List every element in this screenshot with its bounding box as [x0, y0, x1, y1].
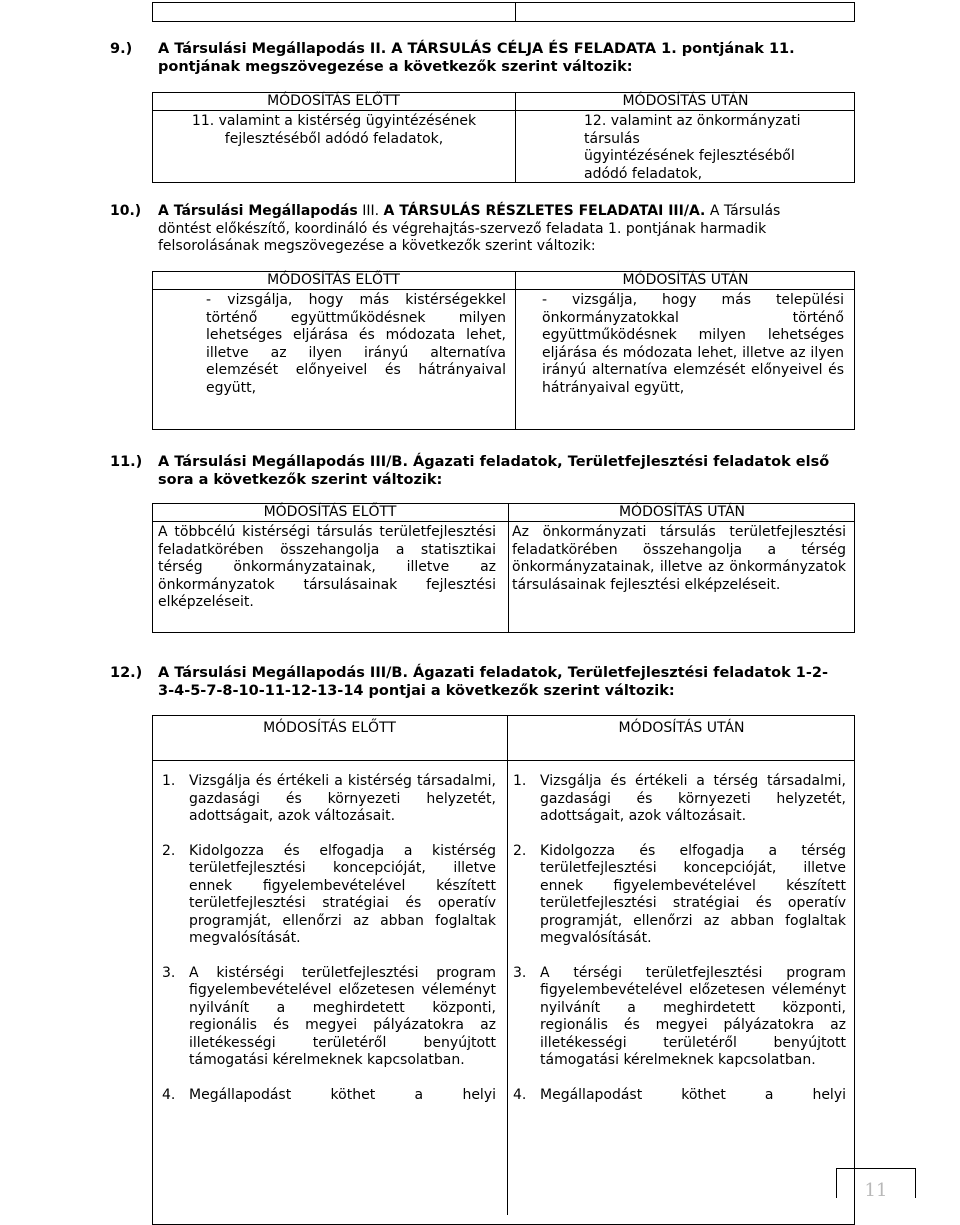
section-12-header-line — [152, 760, 855, 761]
section-10-table-divider — [515, 271, 516, 430]
s9-after-header: MÓDOSÍTÁS UTÁN — [622, 93, 749, 109]
list-item: 2. Kidolgozza és elfogadja a térség területfejlesztési koncepcióját, illetve ennek figyelembevételével készített területfejlesztési stratégiai és operatív programját, ellenőrzi az abban foglaltak megvalósítását. — [513, 842, 846, 946]
s10-after-header: MÓDOSÍTÁS UTÁN — [622, 272, 749, 288]
s12-before-header: MÓDOSÍTÁS ELŐTT — [263, 720, 396, 736]
s11-after-text: Az önkormányzati társulás területfejlesztési feladatkörében összehangolja a térség önkormányzatainak, illetve az önkormányzatok társulásainak fejlesztési elképzeléseit. — [512, 524, 846, 593]
list-item: 4. Megállapodást köthet a helyi — [162, 1086, 496, 1103]
section-9-title: 9.) A Társulási Megállapodás II. A TÁRSULÁS CÉLJA ÉS FELADATA 1. pontjának 11. pontjának megszövegezése a következők szerint változik: — [110, 41, 795, 75]
s11-before-header: MÓDOSÍTÁS ELŐTT — [263, 504, 397, 520]
s10-before-text: - vizsgálja, hogy más kistérségekkel történő együttműködésnek milyen lehetséges eljárása és módozata lehet, illetve az ilyen irányú alternatíva elemzését előnyeivel és hátrányaival együtt, — [206, 292, 506, 396]
s10-after-text: - vizsgálja, hogy más települési önkormányzatokkal történő együttműködésnek milyen lehetséges eljárása és módozata lehet, illetve az ilyen irányú alternatíva elemzését előnyeivel és hátrányaival együtt, — [542, 292, 844, 396]
section-11-title: 11.) A Társulási Megállapodás III/B. Ágazati feladatok, Területfejlesztési feladatok első sora a következők szerint változik: — [110, 454, 830, 488]
list-item: 3. A kistérségi területfejlesztési program figyelembevételével előzetesen véleményt nyilvánít a meghirdetett központi, regionális és megyei pályázatokra az illetékességi területéről benyújtott támogatási kérelmeknek kapcsolatban. — [162, 964, 496, 1068]
top-table-remnant — [152, 2, 855, 22]
s12-before-list — [162, 773, 496, 1104]
s9-after-text: 12. valamint az önkormányzati társulás ügyintézésének fejlesztéséből adódó feladatok, — [584, 113, 801, 182]
section-12-title: 12.) A Társulási Megállapodás III/B. Ágazati feladatok, Területfejlesztési feladatok 1-2- 3-4-5-7-8-10-11-12-13-14 pontjai a következők szerint változik: — [110, 665, 828, 699]
s12-after-list — [513, 773, 846, 1104]
s9-before-header: MÓDOSÍTÁS ELŐTT — [267, 93, 400, 109]
top-table-divider — [515, 2, 516, 22]
list-item: 3. A térségi területfejlesztési program figyelembevételével előzetesen véleményt nyilvánít a meghirdetett központi, regionális és megyei pályázatokra az illetékességi területéről benyújtott támogatási kérelmeknek kapcsolatban. — [513, 964, 846, 1068]
list-item: 1. Vizsgálja és értékeli a térség társadalmi, gazdasági és környezeti helyzetét, adottságait, azok változásait. — [513, 773, 846, 824]
s11-after-header: MÓDOSÍTÁS UTÁN — [618, 504, 746, 520]
s10-before-header: MÓDOSÍTÁS ELŐTT — [267, 272, 400, 288]
list-item: 4. Megállapodást köthet a helyi — [513, 1086, 846, 1103]
list-item: 2. Kidolgozza és elfogadja a kistérség területfejlesztési koncepcióját, illetve ennek figyelembevételével készített területfejlesztési stratégiai és operatív programját, ellenőrzi az abban foglaltak megvalósítását. — [162, 842, 496, 946]
section-10-title: 10.) A Társulási Megállapodás III. A TÁRSULÁS RÉSZLETES FELADATAI III/A. A Társulás döntést előkészítő, koordináló és végrehajtás-szervező feladata 1. pontjának harmadik felsorolásának megszövegezése a következők szerint változik: — [110, 203, 781, 254]
s12-after-header: MÓDOSÍTÁS UTÁN — [618, 720, 745, 736]
section-12-table-divider — [507, 715, 508, 1215]
section-11-table-divider — [508, 503, 509, 633]
s11-before-text: A többcélú kistérségi társulás területfejlesztési feladatkörében összehangolja a statisztikai térség önkormányzatainak, illetve az önkormányzatok társulásainak fejlesztési elképzeléseit. — [158, 524, 496, 610]
list-item: 1. Vizsgálja és értékeli a kistérség társadalmi, gazdasági és környezeti helyzetét, adottságait, azok változásait. — [162, 773, 496, 824]
page-number: 11 — [836, 1168, 916, 1198]
s9-before-text: 11. valamint a kistérség ügyintézésének fejlesztéséből adódó feladatok, — [191, 113, 477, 147]
